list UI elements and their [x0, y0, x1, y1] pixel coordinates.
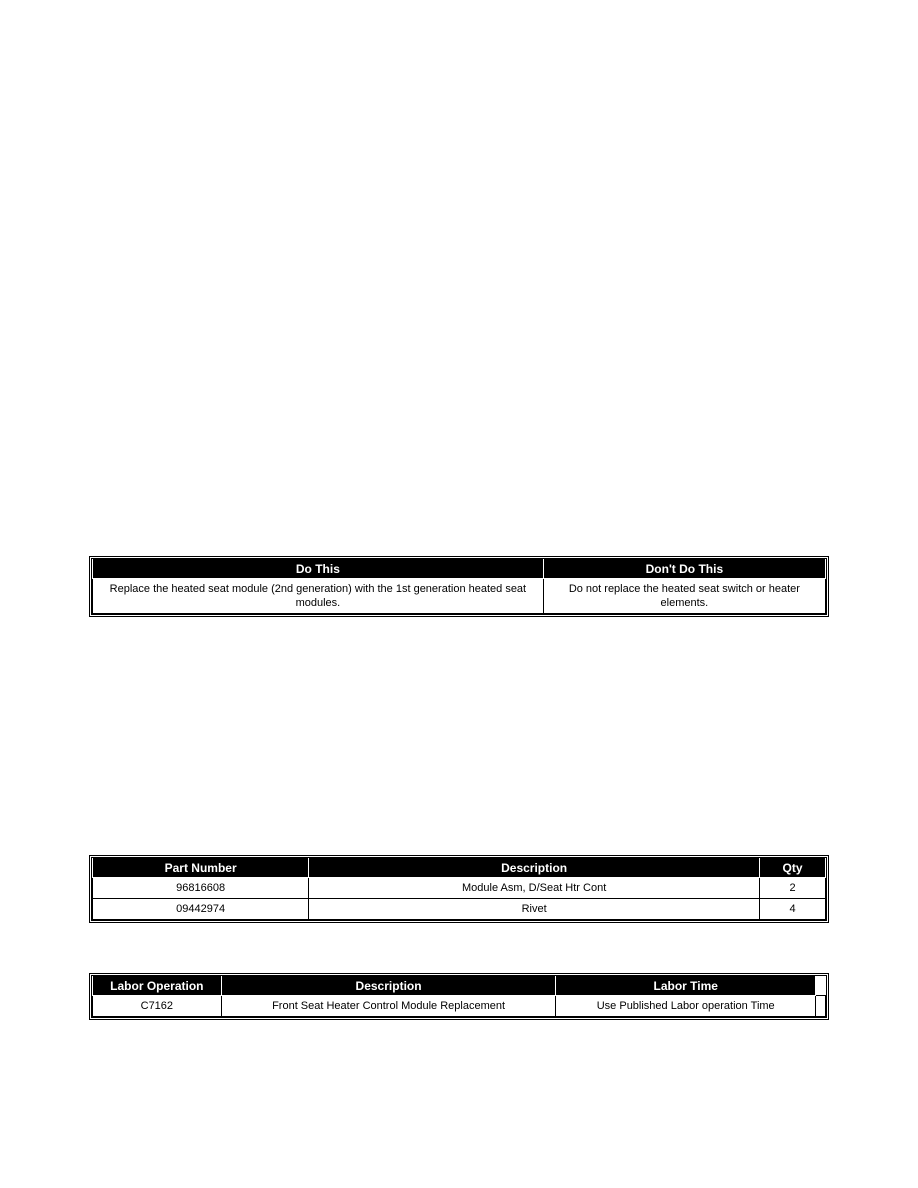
description-cell: Rivet: [309, 899, 760, 920]
column-header-labor-time: Labor Time: [556, 976, 816, 996]
table-header-row: [93, 858, 826, 878]
labor-time-cell: Use Published Labor operation Time: [556, 996, 816, 1017]
labor-table: [89, 973, 829, 1020]
table-header-row: [93, 976, 826, 996]
description-cell: Module Asm, D/Seat Htr Cont: [309, 878, 760, 899]
column-header-qty: Qty: [760, 858, 826, 878]
do-this-cell: Replace the heated seat module (2nd generation) with the 1st generation heated seat modules.: [93, 579, 544, 614]
column-header-labor-operation: Labor Operation: [93, 976, 222, 996]
labor-operation-cell: C7162: [93, 996, 222, 1017]
parts-table: [89, 855, 829, 923]
table-row: [93, 899, 826, 920]
table-edge: [816, 976, 826, 996]
table-row: [93, 996, 826, 1017]
dont-do-this-cell: Do not replace the heated seat switch or heater elements.: [543, 579, 825, 614]
table-edge: [816, 996, 826, 1017]
do-dont-table: [89, 556, 829, 617]
table-row: [93, 878, 826, 899]
column-header-part-number: Part Number: [93, 858, 309, 878]
table-header-row: [93, 559, 826, 579]
column-header-dont-do-this: Don't Do This: [543, 559, 825, 579]
part-number-cell: 96816608: [93, 878, 309, 899]
table-row: [93, 579, 826, 614]
column-header-description: Description: [309, 858, 760, 878]
qty-cell: 2: [760, 878, 826, 899]
column-header-do-this: Do This: [93, 559, 544, 579]
column-header-description: Description: [221, 976, 556, 996]
qty-cell: 4: [760, 899, 826, 920]
part-number-cell: 09442974: [93, 899, 309, 920]
description-cell: Front Seat Heater Control Module Replacement: [221, 996, 556, 1017]
